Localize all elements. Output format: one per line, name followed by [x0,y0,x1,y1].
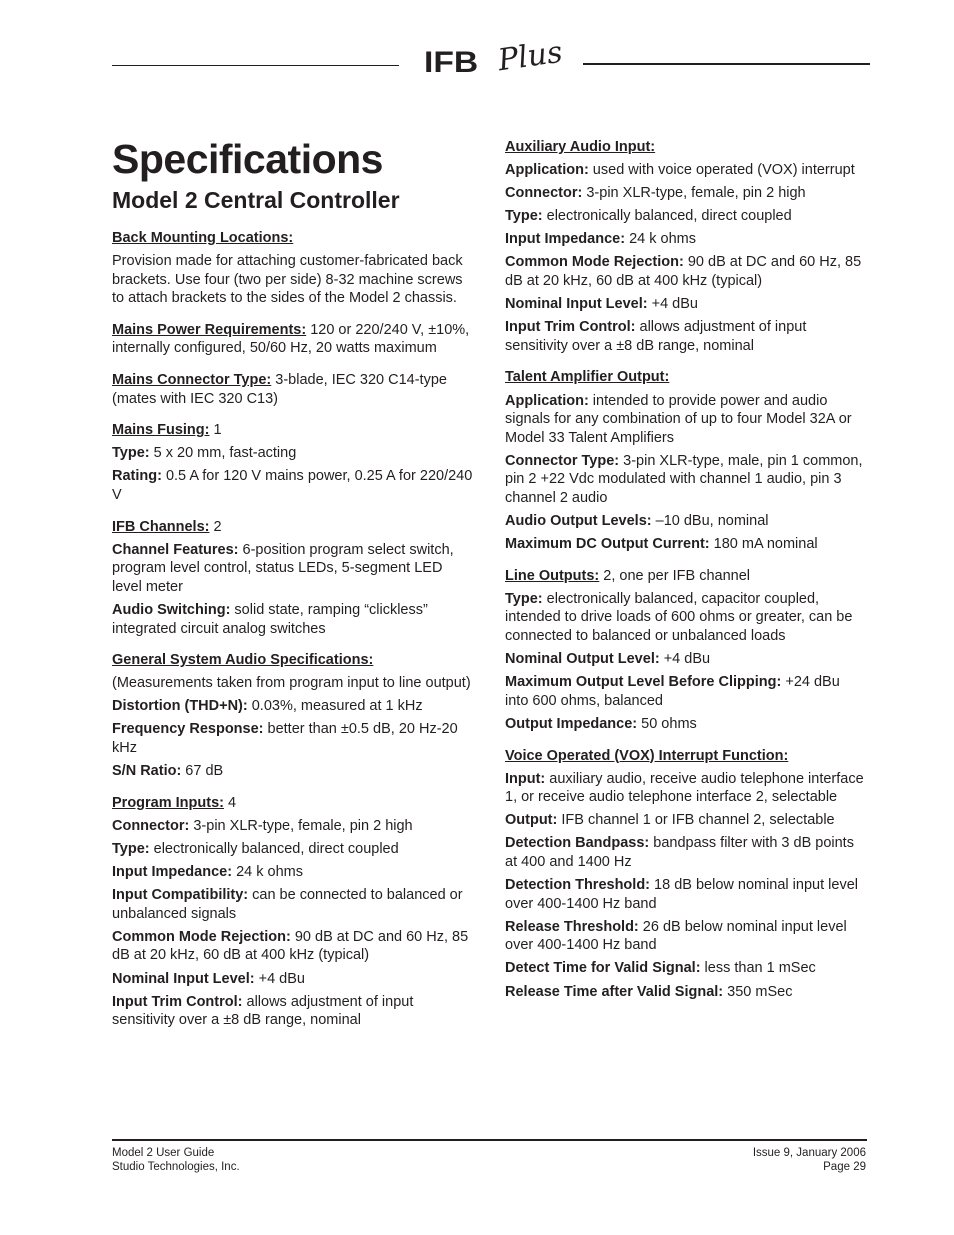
spec-item [112,601,474,638]
spec-item [112,863,474,882]
spec-value: 0.03%, measured at 1 kHz [247,698,423,715]
spec-heading-line [112,794,474,813]
spec-item [112,762,474,781]
spec-label: Maximum Output Level Before Clipping: [505,674,782,691]
spec-section [505,567,867,734]
spec-value: can be connected to balanced or unbalanced signals [112,887,463,922]
spec-item [505,983,867,1002]
spec-section [112,321,474,358]
spec-heading-line [112,229,474,248]
spec-item [505,876,867,913]
spec-item [112,970,474,989]
spec-heading: Talent Amplifier Output: [505,369,670,386]
spec-heading-line [505,368,867,387]
spec-heading: Mains Fusing: [112,422,210,439]
spec-value: electronically balanced, capacitor coupled, intended to drive loads of 600 ohms or greater, can be connected to balanced or unbalanced loads [505,590,853,645]
spec-value: IFB channel 1 or IFB channel 2, selectable [557,812,835,829]
spec-heading: Program Inputs: [112,794,224,811]
spec-value: auxiliary audio, receive audio telephone interface 1, or receive audio telephone interface 2, selectable [505,770,864,806]
spec-value: 6-position program select switch, program level control, status LEDs, 5-segment LED level meter [112,541,454,595]
spec-value: 50 ohms [637,715,697,732]
spec-item [505,834,867,871]
spec-item [112,697,474,716]
spec-label: Type: [112,445,150,462]
spec-label: Nominal Output Level: [505,651,660,668]
spec-value: bandpass filter with 3 dB points at 400 and 1400 Hz [505,835,854,870]
spec-label: S/N Ratio: [112,763,182,780]
spec-item [505,253,867,290]
spec-section [112,651,474,781]
spec-heading: Auxiliary Audio Input: [505,139,656,155]
spec-item [112,928,474,965]
spec-label: Input: [505,770,546,787]
spec-label: Audio Switching: [112,602,231,618]
spec-item [505,590,867,646]
spec-value: 180 mA nominal [709,536,818,553]
spec-label: Rating: [112,468,162,485]
spec-item [505,230,867,249]
spec-label: Release Time after Valid Signal: [505,983,724,1000]
spec-heading-line [112,371,474,408]
spec-item [505,650,867,669]
spec-value: 3-pin XLR-type, female, pin 2 high [189,817,413,834]
spec-heading-value: 3-blade, IEC 320 C14-type (mates with IEC 320 C13) [112,372,447,407]
header-rule-left [112,65,399,66]
spec-section [112,794,474,1030]
spec-label: Detection Threshold: [505,877,651,894]
page-subtitle: Model 2 Central Controller [112,187,400,213]
page-title: Specifications [112,136,383,182]
spec-item [505,295,867,314]
footer-guide-name: Model 2 User Guide [112,1147,215,1159]
spec-label: Input Trim Control: [505,319,636,336]
spec-item [505,207,867,226]
footer-left [112,1146,240,1174]
spec-heading: IFB Channels: [112,518,210,535]
spec-label: Common Mode Rejection: [505,254,684,271]
spec-item [505,811,867,830]
spec-label: Distortion (THD+N): [112,698,248,715]
spec-label: Detection Bandpass: [505,835,650,852]
spec-value: allows adjustment of input sensitivity over a ±8 dB range, nominal [112,993,414,1029]
spec-label: Frequency Response: [112,721,264,738]
spec-value: 3-pin XLR-type, female, pin 2 high [582,185,806,202]
spec-value: 90 dB at DC and 60 Hz, 85 dB at 20 kHz, 60 dB at 400 kHz (typical) [112,928,469,964]
ifb-plus-logo [424,34,565,84]
spec-value: 18 dB below nominal input level over 400-1400 Hz band [505,877,858,912]
spec-item [112,993,474,1030]
spec-item [112,720,474,757]
spec-item [505,512,867,531]
spec-value: solid state, ramping “clickless” integrated circuit analog switches [112,602,428,637]
spec-heading: Voice Operated (VOX) Interrupt Function: [505,747,789,764]
spec-heading-line [112,518,474,537]
spec-section [505,368,867,553]
spec-heading-line [112,421,474,440]
footer-issue: Issue 9, January 2006 [752,1147,866,1159]
spec-label: Nominal Input Level: [112,970,255,987]
spec-value: 67 dB [181,763,224,780]
spec-heading-line [112,321,474,358]
spec-label: Application: [505,162,589,179]
spec-value: intended to provide power and audio signals for any combination of up to four Model 32A or Model 33 Talent Amplifiers [505,392,852,446]
spec-heading-line [112,651,474,670]
spec-heading: Mains Connector Type: [112,372,272,389]
spec-item [505,918,867,955]
spec-value: 3-pin XLR-type, male, pin 1 common, pin 2 +22 Vdc modulated with channel 1 audio, pin 3 channel 2 audio [505,452,863,506]
spec-label: Nominal Input Level: [505,296,648,313]
spec-label: Type: [505,208,543,225]
spec-value: 5 x 20 mm, fast-acting [149,445,297,462]
spec-section [112,371,474,408]
spec-item [505,673,867,710]
header-rule-right [583,63,870,65]
logo-plus-text: Plus [495,34,565,79]
spec-label: Connector: [112,817,190,834]
spec-heading-value: 2 [209,518,222,535]
footer-rule [112,1139,867,1141]
spec-value: allows adjustment of input sensitivity over a ±8 dB range, nominal [505,319,807,354]
spec-item [505,184,867,203]
spec-label: Detect Time for Valid Signal: [505,960,701,977]
spec-value: 350 mSec [723,983,793,1000]
spec-item [112,444,474,463]
spec-label: Type: [505,590,543,607]
spec-item [505,392,867,448]
spec-heading-line [505,747,867,766]
spec-value: +4 dBu [647,296,698,313]
spec-value: 90 dB at DC and 60 Hz, 85 dB at 20 kHz, 60 dB at 400 kHz (typical) [505,254,862,290]
spec-label: Common Mode Rejection: [112,928,291,945]
spec-label: Connector Type: [505,452,620,469]
spec-item [112,541,474,597]
spec-section [112,421,474,504]
right-column [505,138,867,1014]
spec-item [505,318,867,355]
spec-section [112,518,474,639]
footer-company: Studio Technologies, Inc. [112,1161,240,1173]
spec-heading-value: 1 [209,422,222,439]
spec-item [505,770,867,807]
spec-item [505,535,867,554]
spec-value: electronically balanced, direct coupled [149,840,399,857]
spec-item [505,452,867,508]
spec-value: 26 dB below nominal input level over 400-1400 Hz band [505,918,847,954]
spec-heading: Line Outputs: [505,567,600,584]
spec-label: Output Impedance: [505,715,638,732]
spec-value: Provision made for attaching customer-fabricated back brackets. Use four (two per side) 8-32 machine screws to attach brackets to the sides of the Model 2 chassis. [112,253,463,307]
spec-label: Audio Output Levels: [505,513,652,530]
spec-value: (Measurements taken from program input to line output) [112,675,471,692]
footer-right [753,1146,866,1174]
spec-heading-line [505,567,867,586]
spec-item [112,840,474,859]
spec-value: +4 dBu [659,651,711,668]
spec-section [505,138,867,355]
spec-item [112,674,474,693]
spec-label: Input Compatibility: [112,887,249,904]
spec-heading: General System Audio Specifications: [112,652,374,669]
spec-label: Maximum DC Output Current: [505,536,710,553]
spec-section [112,229,474,308]
spec-heading-line [505,138,867,157]
spec-value: +24 dBu into 600 ohms, balanced [505,674,840,709]
spec-label: Channel Features: [112,541,239,558]
spec-value: 24 k ohms [232,864,303,881]
spec-value: electronically balanced, direct coupled [542,208,792,225]
spec-item [112,886,474,923]
spec-item [112,467,474,504]
footer-page-number: Page 29 [823,1161,866,1173]
spec-label: Input Trim Control: [112,993,243,1010]
spec-value: 24 k ohms [625,231,696,248]
left-column [112,229,474,1043]
spec-value: –10 dBu, nominal [651,513,769,530]
spec-label: Input Impedance: [505,231,626,248]
spec-label: Release Threshold: [505,918,639,935]
spec-value: used with voice operated (VOX) interrupt [588,162,855,179]
spec-item [505,959,867,978]
spec-value: 0.5 A for 120 V mains power, 0.25 A for 220/240 V [112,468,473,504]
spec-label: Type: [112,840,150,857]
spec-item [112,817,474,836]
spec-heading: Back Mounting Locations: [112,230,294,246]
spec-value: less than 1 mSec [700,960,816,977]
spec-label: Output: [505,812,558,829]
spec-section [505,747,867,1002]
spec-value: better than ±0.5 dB, 20 Hz-20 kHz [112,721,458,757]
spec-label: Application: [505,392,589,409]
spec-heading: Mains Power Requirements: [112,321,307,338]
spec-heading-value: 4 [223,794,237,811]
spec-item [505,715,867,734]
spec-heading-value: 2, one per IFB channel [599,567,750,584]
spec-label: Input Impedance: [112,864,233,881]
logo-ifb-text: IFB [424,46,479,79]
spec-item [505,161,867,180]
spec-value: +4 dBu [254,970,305,987]
spec-label: Connector: [505,185,583,202]
spec-item [112,252,474,308]
spec-heading-value: 120 or 220/240 V, ±10%, internally configured, 50/60 Hz, 20 watts maximum [112,321,470,357]
